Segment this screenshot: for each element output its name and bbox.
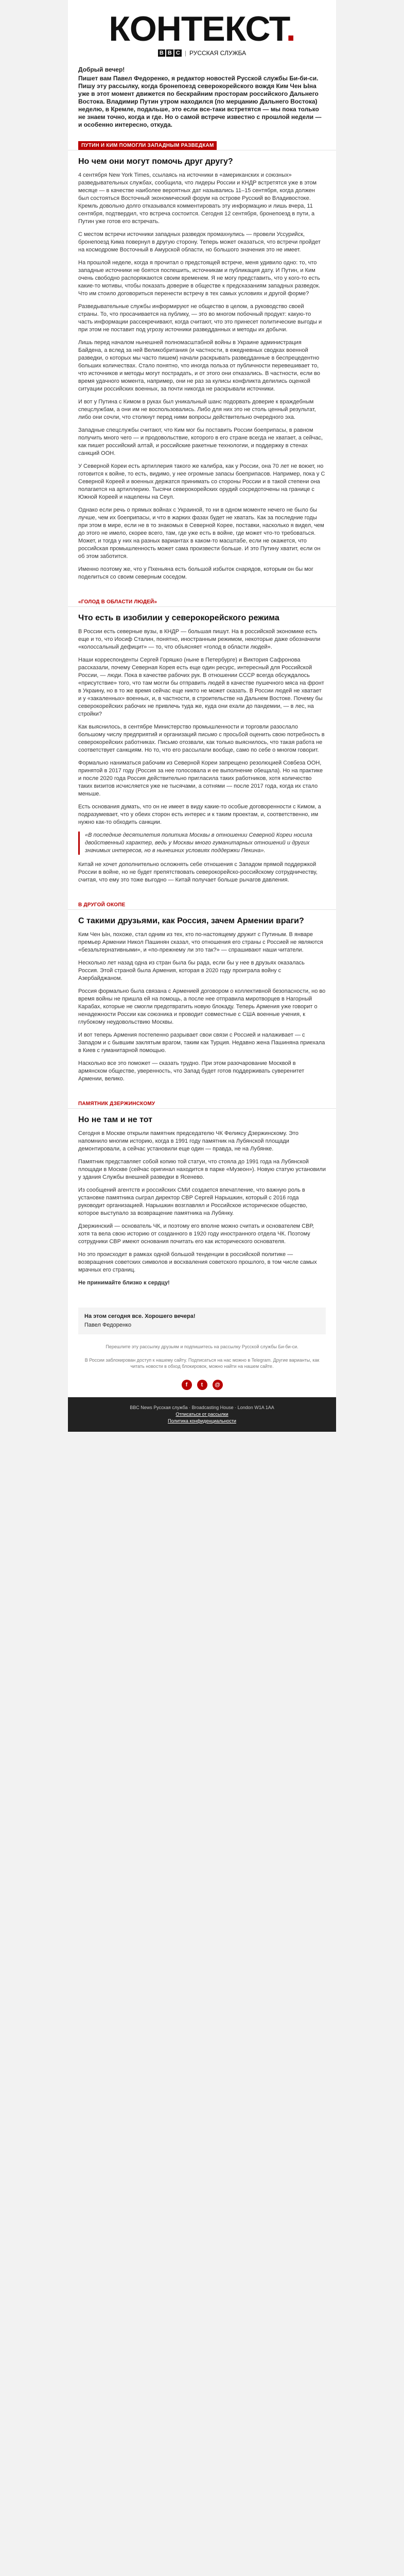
bbc-letter: C: [174, 49, 182, 57]
subbrand: [68, 49, 336, 57]
section-label-1[interactable]: ПУТИН И КИМ ПОМОГЛИ ЗАПАДНЫМ РАЗВЕДКАМ: [78, 141, 217, 150]
paragraph: Есть основания думать, что он не имеет в виду какие-то особые договоренности с Кимом, а подразумевает, что у обеих сторон есть интерес и к таким проектам, и, соответственно, им нужно как-то обходить санкции.: [78, 804, 321, 825]
paragraph: И вот теперь Армения постепенно разрывает свои связи с Россией и налаживает — с Западом и с бывшим заклятым врагом, таким как Турция. Недавно жена Пашиняна приехала в Киев с гуманитарной помощью.: [78, 1032, 325, 1054]
intro: [68, 66, 336, 140]
paragraph: Формально наниматься рабочим из Северной Кореи запрещено резолюцией Совбеза ООН, принятой в 2017 году (Россия за нее голосовала и ее выполнение обещала). Но на практике и после 2020 года Россия действительно пригласила таких работников, хотя количество таких визитов исчисляется уже не тысячами, а сотнями — после 2017 года, когда их стало меньше.: [78, 760, 323, 797]
subbrand-separator: |: [184, 49, 186, 57]
bbc-letter: B: [158, 49, 165, 57]
logo-text: КОНТЕКСТ: [109, 9, 286, 48]
twitter-icon[interactable]: t: [197, 1380, 207, 1390]
section-title-1: Но чем они могут помочь друг другу?: [78, 157, 233, 166]
paragraph: С местом встречи источники западных разведок промахнулись — провели Уссурийск, бронепоезд Кима повернул в другую сторону. Теперь может оказаться, что встречи пройдет на космодроме Восточный в Амурской области, но большого значения это не имеет.: [78, 231, 321, 253]
unsubscribe-link[interactable]: Отписаться от рассылки: [175, 1412, 229, 1417]
paragraph: Ким Чен Ын, похоже, стал одним из тех, кто по-настоящему дружит с Путиным. В январе премьер Армении Никол Пашинян сказал, что отношения его страны с Россией не являются «безальтернативными», и «по-прежнему ли это так?» — спрашивают наши читатели.: [78, 931, 323, 953]
bbc-letter: B: [166, 49, 173, 57]
paragraph: Россия формально была связана с Арменией договором о коллективной безопасности, но во время войны не пришла ей на помощь, а после нее отправила миротворцев в Нагорный Карабах, которые не смогли предотвратить новую блокаду. Теперь Армения уже говорит о ненадежности России как союзника и проводит совместные с США военные учения, к глубокому неудовольствию Москвы.: [78, 988, 326, 1025]
paragraph: Однако если речь о прямых войнах с Украиной, то ни в одном моменте нечего не было бы лучше, чем их боеприпасы, и что в жарких фазах будет не хватать. Как за последние годы при этом в мире, если не в то знакомых в Северной Корее, поставки, насколько я видел, чем до этого не имело, скорее всего, там, где уже есть в войне, где может что-то требоваться. Может, и тогда у них на разных вариантах в каком-то масштабе, если не окажется, что российская промышленность может сама произвести больше. И это Путину хватит, если он об этом заботится.: [78, 507, 324, 560]
email-container: [68, 0, 336, 1432]
paragraph: Западные спецслужбы считают, что Ким мог бы поставить России боеприпасы, в равном получить много чего — и продовольствие, которого в его стране всегда не хватает, а сейчас, как пишет российский алтай, и российские ракетные технологии, и поддержку в стенах санкций ООН.: [78, 427, 323, 456]
footer-bottom: [68, 1397, 336, 1432]
section-1: [68, 150, 336, 597]
bbc-logo: [158, 49, 182, 57]
share-row: [68, 1377, 336, 1397]
masthead: [68, 0, 336, 66]
section-4: [68, 1108, 336, 1302]
signoff-name: Павел Федоренко: [84, 1322, 132, 1328]
paragraph: Дзержинский — основатель ЧК, и поэтому его вполне можно считать и основателем СВР, хотя та вела свою историю от созданного в 1920 году иностранного отдела ЧК. Поэтому сотрудники СВР имеют основания почитать его как исторического основателя.: [78, 1223, 314, 1245]
footer-note-2: В России заблокирован доступ к нашему сайту. Подписаться на нас можно в Telegram. Другие варианты, как читать новости в обход блокировок, можно найти на нашем сайте.: [84, 1358, 320, 1369]
paragraph: Наши корреспонденты Сергей Горяшко (ныне в Петербурге) и Виктория Сафронова рассказали, почему Северная Корея есть еще один ресурс, интересный для Российской России, — люди. Пока в качестве рабочих рук. В отношении СССР всегда обсуждалось «присутствие» того, что там могли бы отправить людей в качестве пушечного мяса на фронт в Украину, но в то же время сейчас еще никто не может сказать. В России людей не хватает и у «закаленных» военных, и, в частности, в строительстве на Дальнем Востоке. Почему бы северокорейских рабочих не привлечь туда же, куда они ехали до пандемии, — в лес, на стройки?: [78, 657, 324, 717]
paragraph: 4 сентября New York Times, ссылаясь на источники в «американских и союзных» разведывательных службах, сообщила, что лидеры России и КНДР встретятся уже в этом месяце — в качестве наиболее вероятных дат назывались 11–15 сентября, когда должен был состояться Восточный экономический форум на острове Русский во Владивостоке. Кремль довольно долго отказывался комментировать эту информацию и лишь вчера, 11 сентября, подтвердил, что встреча состоится. Сегодня 12 сентября, бронепоезд в пути, а Путин уже готов его встречать.: [78, 172, 317, 225]
paragraph: Памятник представляет собой копию той статуи, что стояла до 1991 года на Лубянской площади в Москве (сейчас оригинал находится в парке «Музеон»). Новую статую установили у здания Службы внешней разведки в Ясенево.: [78, 1159, 326, 1180]
paragraph: Лишь перед началом нынешней полномасштабной войны в Украине администрация Байдена, а вслед за ней Великобритания (и частности, в ежедневных сводках военной разведки, о которых мы часто пишем) начали раскрывать разведданные в беспрецедентно больших количествах. Стало понятно, что иногда польза от публичности перевешивает то, что источников и методы могут пострадать, и от этого они отказались. В частности, если во время удачного момента, например, они не раз за кулисы конфликта делились оценкой ситуации российских военных, за почти никогда не раскрывали источники.: [78, 340, 320, 392]
quote-block: «В последние десятилетия политика Москвы в отношении Северной Кореи носила двойственный характер, ведь у Москвы много гуманитарных отношений и других значимых интересов, но в нынешних условиях поддержки Пекина».: [78, 832, 326, 855]
logo: [68, 11, 336, 46]
section-2: [68, 606, 336, 900]
subbrand-label: РУССКАЯ СЛУЖБА: [189, 49, 247, 57]
section-title-4: Но не там и не тот: [78, 1115, 152, 1124]
email-icon[interactable]: @: [213, 1380, 223, 1390]
paragraph: Насколько все это поможет — сказать трудно. При этом разочарование Москвой в армянском обществе, уверенность, что Запад будет готов поддерживать суверенитет Армении, велико.: [78, 1060, 305, 1082]
paragraph: Именно поэтому же, что у Пхеньяна есть большой избыток снарядов, которым он бы мог поделиться со своим северным соседом.: [78, 566, 313, 580]
intro-text: Пишет вам Павел Федоренко, я редактор новостей Русской службы Би-би-си. Пишу эту рассылку, когда бронепоезд северокорейского вождя Ким Чен Ына уже в этот момент движется по бескрайним просторам российского Дальнего Востока. Владимир Путин утром находился (по мерцанию Дальнего Востока) неделю, в Кремле, подальше, это если все-таки встретятся — мы пока только не знаем точно, когда и где. Но о самой встрече известно с прошлой недели — и особенно интересно, откуда.: [78, 75, 322, 128]
footer-note-1: Перешлите эту рассылку друзьям и подпишитесь на рассылку Русской службы Би-би-си.: [106, 1344, 298, 1349]
paragraph: В России есть северные вузы, в КНДР — большая пишут. На в российской экономике есть еще и то, что Иосиф Сталин, понятно, иностранным режимом, некоторые даже обозначили «колоссальный дефицит» — то, что объясняет «голод в области людей».: [78, 629, 321, 650]
footer-address: BBC News Русская служба · Broadcasting House · London W1A 1AA: [130, 1405, 274, 1410]
paragraph: Сегодня в Москве открыли памятник председателю ЧК Феликсу Дзержинскому. Это напомнило многим историю, когда в 1991 году памятник на Лубянской площади демонтировали, а сейчас установили еще один — правда, не на Лубянке.: [78, 1130, 298, 1152]
privacy-link[interactable]: Политика конфиденциальности: [168, 1418, 236, 1423]
paragraph: Китай не хочет дополнительно осложнять себе отношения с Западом прямой поддержкой России в войне, но не будет препятствовать северокорейско-российскому сотрудничеству, считая, что ему это тоже выгодно — Китай получает больше рычагов давления.: [78, 861, 318, 883]
paragraph: Из сообщений агентств и российских СМИ создается впечатление, что важную роль в установке памятника сыграл директор СВР Сергей Нарышкин, который с 2016 года руководит организацией. Нарышкин возглавлял и Российское историческое общество, которое выступало за возвращение памятника на Лубянку.: [78, 1187, 308, 1216]
paragraph: И вот у Путина с Кимом в руках был уникальный шанс подорвать доверие к враждебным спецслужбам, а они им не воспользовались. Либо для них это не столь ценный результат, либо они сочли, что столкнут перед ними вопросы действительно очередного эха.: [78, 399, 316, 420]
section-label-2[interactable]: «ГОЛОД В ОБЛАСТИ ЛЮДЕЙ»: [78, 599, 157, 605]
section-3: [68, 909, 336, 1098]
logo-dot: .: [286, 9, 295, 48]
paragraph: Как выяснилось, в сентябре Министерство промышленности и торговли разослало большому числу предприятий и организаций письмо с просьбой оценить свою потребность в северокорейских работниках. Письмо отозвали, как только выяснилось, что такая работа не соответствует санкциям. Но то, что его рассылали вообще, само по себе о многом говорит.: [78, 724, 325, 753]
paragraph: Несколько лет назад одна из стран была бы рада, если бы у нее в друзьях оказалась Россия. Этой страной была Армения, которая в 2020 году проиграла войну с Азербайджаном.: [78, 960, 305, 981]
section-title-2: Что есть в изобилии у северокорейского режима: [78, 614, 279, 622]
signoff-box: [78, 1308, 326, 1334]
section-title-3: С такими друзьями, как Россия, зачем Армении враги?: [78, 917, 304, 925]
paragraph: Разведывательные службы информируют не общество в целом, а руководство своей страны. То, что просачивается на публику, — это во многом побочный продукт: какую-то часть информации рассекречивают, когда считают, что это принесет политические выгоды и при этом не поставит под угрозу источники разведданных и методы их добычи.: [78, 303, 322, 333]
paragraph: На прошлой неделе, когда я прочитал о предстоящей встрече, меня удивило одно: то, что западные источники не боятся поспешить, источникам и публикация дату. И Путин, и Ким очень свободно распоряжаются своим временем. Я не могу представить, что у кого-то есть какие-то мотивы, чтобы показать доверие в обществе к предсказаниям западных разведок. Что им стоило договориться перенести встречу в тех самых условиях и другой форме?: [78, 260, 321, 297]
intro-greeting: Добрый вечер!: [78, 66, 125, 73]
facebook-icon[interactable]: f: [182, 1380, 192, 1390]
closing-line: Не принимайте близко к сердцу!: [78, 1280, 170, 1286]
paragraph: Но это происходит в рамках одной большой тенденции в российской политике — возвращения советских символов и восхваления советского прошлого, в том числе самых мрачных его страниц.: [78, 1251, 317, 1273]
section-label-4[interactable]: ПАМЯТНИК ДЗЕРЖИНСКОМУ: [78, 1101, 155, 1107]
signoff-title: На этом сегодня все. Хорошего вечера!: [84, 1313, 196, 1319]
section-label-3[interactable]: В ДРУГОЙ ОКОПЕ: [78, 902, 126, 908]
paragraph: У Северной Кореи есть артиллерия такого же калибра, как у России, она 70 лет не воюет, но готовится к войне, то есть, видимо, у нее огромные запасы боеприпасов. Например, пока у С Северной Кореей и военных держатся принимать со стороны России и в такой степени она полагается на артиллерию. Тысячи северокорейских орудий сосредоточены на границе с Южной Кореей и нацелены на Сеул.: [78, 463, 325, 500]
